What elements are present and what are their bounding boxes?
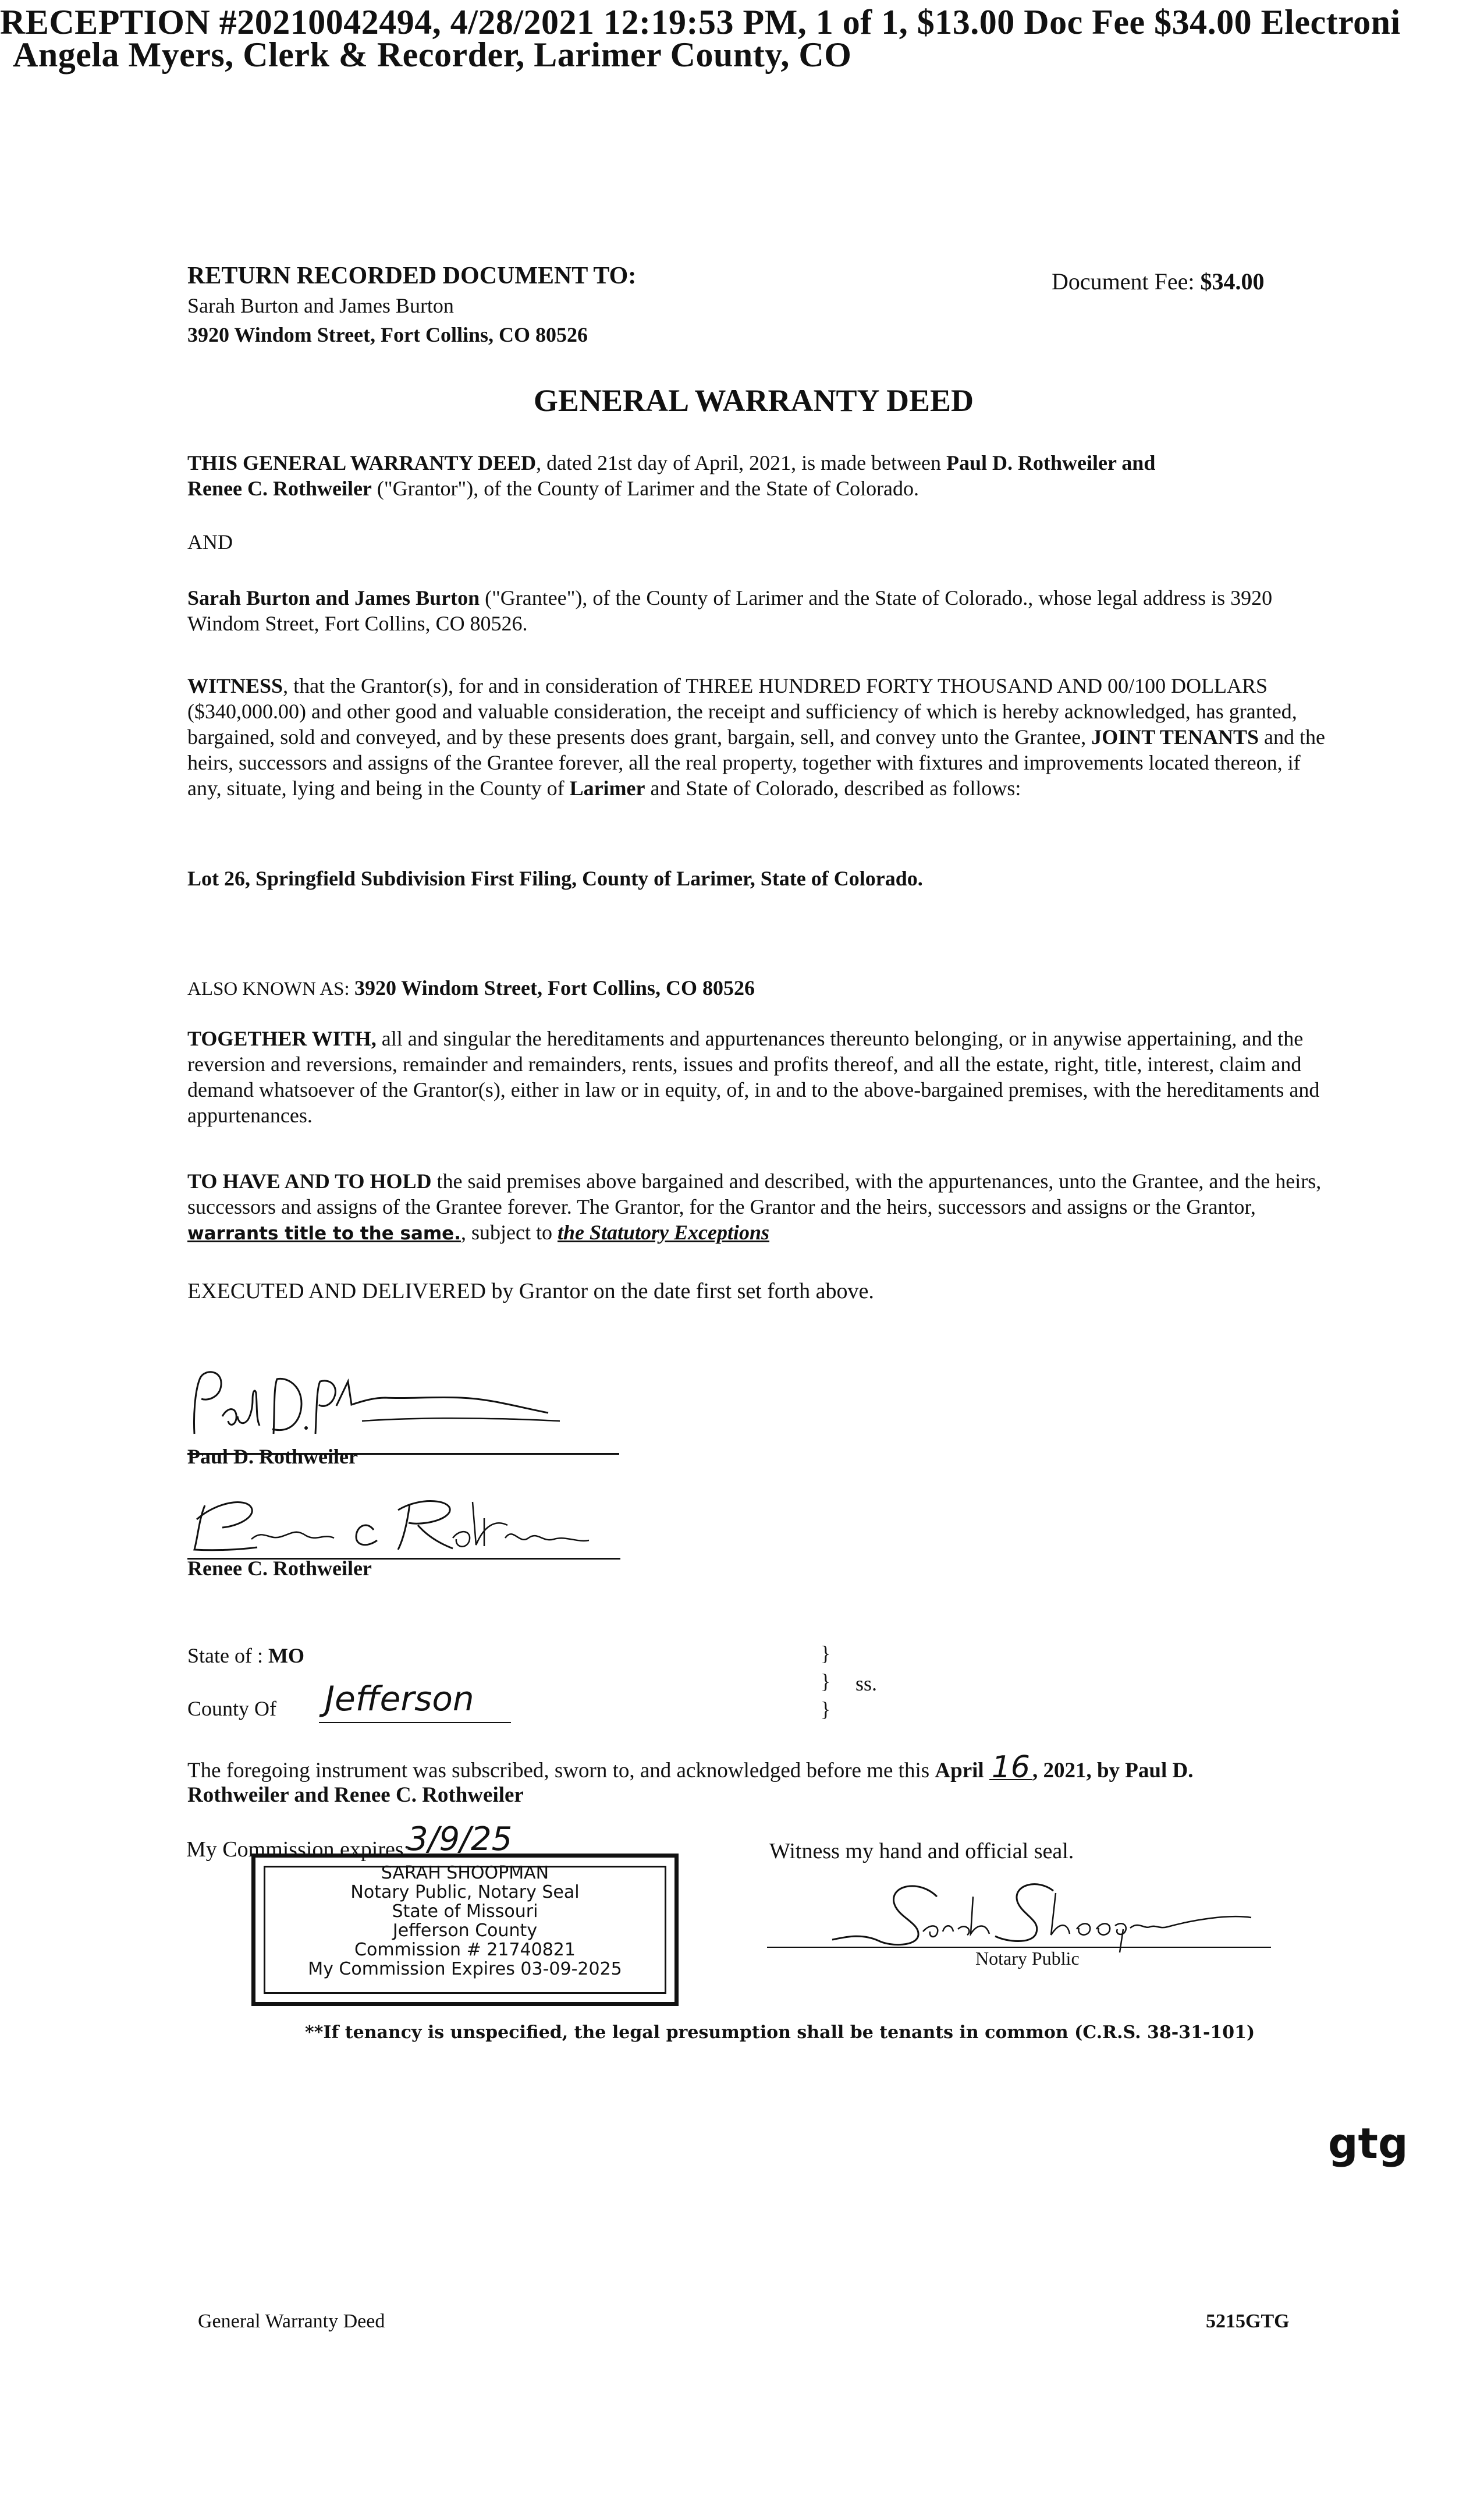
witness-paragraph [187,673,1328,801]
ack-text2: , 2021, by [1032,1759,1126,1782]
witness-text2: and the heirs, successors and assigns of the Grantee forever, all the real property, together with fixtures and improvements located thereon, if any, situate, lying and being in the County of [187,725,1325,800]
witness-county: Larimer [569,777,645,800]
return-to-names: Sarah Burton and James Burton [187,294,454,317]
witness-lead: WITNESS [187,674,283,697]
executed-statement: EXECUTED AND DELIVERED by Grantor on the date first set forth above. [187,1279,874,1303]
also-known-as-label: ALSO KNOWN AS: [187,979,354,1000]
ack-text1: The foregoing instrument was subscribed, sworn to, and acknowledged before me this [187,1759,935,1782]
gtg-mark: gtg [1328,2119,1408,2168]
seal-line-county: Jefferson County [392,1920,538,1941]
also-known-as [187,975,755,1002]
habendum-lead: TO HAVE AND TO HOLD [187,1170,432,1193]
ack-month: April [935,1759,984,1782]
document-fee-label: Document Fee: [1052,268,1195,295]
venue-bracket-2: } [821,1670,831,1693]
and-word: AND [187,530,233,554]
return-to-heading: RETURN RECORDED DOCUMENT TO: [187,263,637,289]
together-with-paragraph [187,1026,1328,1128]
together-with-text: all and singular the hereditaments and appurtenances thereunto belonging, or in anywise appertaining, and the reversion and reversions, remainder and remainders, rents, issues and profits thereof, and all the estate, right, title, interest, claim and demand whatsoever of the Grantor(s), either in law or in equity, of, in and to the above-bargained premises, with the hereditaments and appurtenances. [187,1027,1320,1127]
signer1-printed-name: Paul D. Rothweiler [187,1445,358,1468]
habendum-text2: , subject to [460,1221,558,1244]
habendum-paragraph [187,1168,1328,1246]
grantor-names-b: Renee C. Rothweiler [187,477,372,500]
warrants-title: warrants title to the same. [187,1223,461,1244]
seal-line-state: State of Missouri [392,1901,538,1922]
signature-paul-rothweiler [187,1365,618,1447]
return-to-address: 3920 Windom Street, Fort Collins, CO 80526 [187,323,588,346]
venue-state-label: State of : [187,1644,268,1667]
venue-bracket-1: } [821,1642,831,1665]
ack-names-a: Paul D. [1125,1759,1194,1782]
document-fee [1052,269,1265,295]
county-line [319,1722,511,1723]
seal-line-commission: Commission # 21740821 [354,1940,576,1960]
acknowledgment-line1 [187,1750,1194,1785]
document-fee-amount: $34.00 [1200,268,1265,295]
seal-line-name: SARAH SHOOPMAN [381,1863,549,1883]
commission-date-handwritten: 3/9/25 [407,1820,513,1858]
footer-left: General Warranty Deed [198,2310,385,2332]
witness-text3: and State of Colorado, described as follows: [645,777,1021,800]
signature-renee-rothweiler [182,1484,624,1560]
ack-names-b: Rothweiler and Renee C. Rothweiler [187,1783,524,1807]
venue-state [187,1643,304,1668]
intro-text1: , dated 21st day of April, 2021, is made between [536,451,946,474]
grantee-paragraph [187,585,1328,636]
signature-notary [821,1873,1263,1955]
together-with-lead: TOGETHER WITH, [187,1027,377,1050]
venue-county-label: County Of [187,1697,276,1720]
seal-line-expires: My Commission Expires 03-09-2025 [308,1959,622,1979]
recording-header-line1: RECEPTION #20210042494, 4/28/2021 12:19:53 PM, 1 of 1, $13.00 Doc Fee $34.00 Electroni [0,3,1401,41]
legal-description: Lot 26, Springfield Subdivision First Filing, County of Larimer, State of Colorado. [187,867,923,890]
notary-seal-text [255,1863,674,1979]
habendum-text: the said premises above bargained and described, with the appurtenances, unto the Grantee, and the heirs, successors and assigns of the Grantee forever. The Grantor, for the Grantor and the heirs, successors and assigns or the Grantor, [187,1170,1322,1218]
footer-right: 5215GTG [1206,2310,1290,2332]
statutory-exceptions: the Statutory Exceptions [557,1221,770,1244]
seal-line-title: Notary Public, Notary Seal [350,1882,580,1902]
intro-text2: ("Grantor"), of the County of Larimer and the State of Colorado. [371,477,919,500]
venue-bracket-3: } [821,1698,831,1721]
ack-day-handwritten: 16 [989,1756,1032,1780]
signer2-printed-name: Renee C. Rothweiler [187,1557,372,1580]
commission-expires-label: My Commission expires: [186,1837,410,1862]
witness-tenancy: JOINT TENANTS [1091,725,1259,749]
venue-state-value: MO [268,1644,304,1667]
venue-ss: ss. [855,1672,878,1695]
notary-title: Notary Public [975,1948,1080,1969]
notary-seal-stamp [251,1854,679,2006]
tenancy-note: **If tenancy is unspecified, the legal presumption shall be tenants in common (C.R.S. 38-31-101) [305,2022,1255,2043]
witness-hand-statement: Witness my hand and official seal. [769,1839,1074,1863]
venue-county-handwritten: Jefferson [325,1679,474,1718]
grantee-names: Sarah Burton and James Burton [187,586,480,609]
intro-lead: THIS GENERAL WARRANTY DEED [187,451,537,474]
witness-text1: , that the Grantor(s), for and in consideration of THREE HUNDRED FORTY THOUSAND AND 00/100 DOLLARS ($340,000.00) and other good and valuable consideration, the receipt and sufficiency of which is hereby acknowledged, has granted, bargained, sold and conveyed, and by these presents does grant, bargain, sell, and convey unto the Grantee, [187,674,1297,749]
deed-title: GENERAL WARRANTY DEED [533,383,974,418]
intro-paragraph [187,450,1328,501]
grantor-names-a: Paul D. Rothweiler and [946,451,1156,474]
also-known-as-address: 3920 Windom Street, Fort Collins, CO 80526 [354,976,755,1000]
grantee-text: ("Grantee"), of the County of Larimer and the State of Colorado., whose legal address is 3920 Windom Street, Fort Collins, CO 80526. [187,586,1273,635]
recording-header-line2: Angela Myers, Clerk & Recorder, Larimer County, CO [13,36,852,74]
